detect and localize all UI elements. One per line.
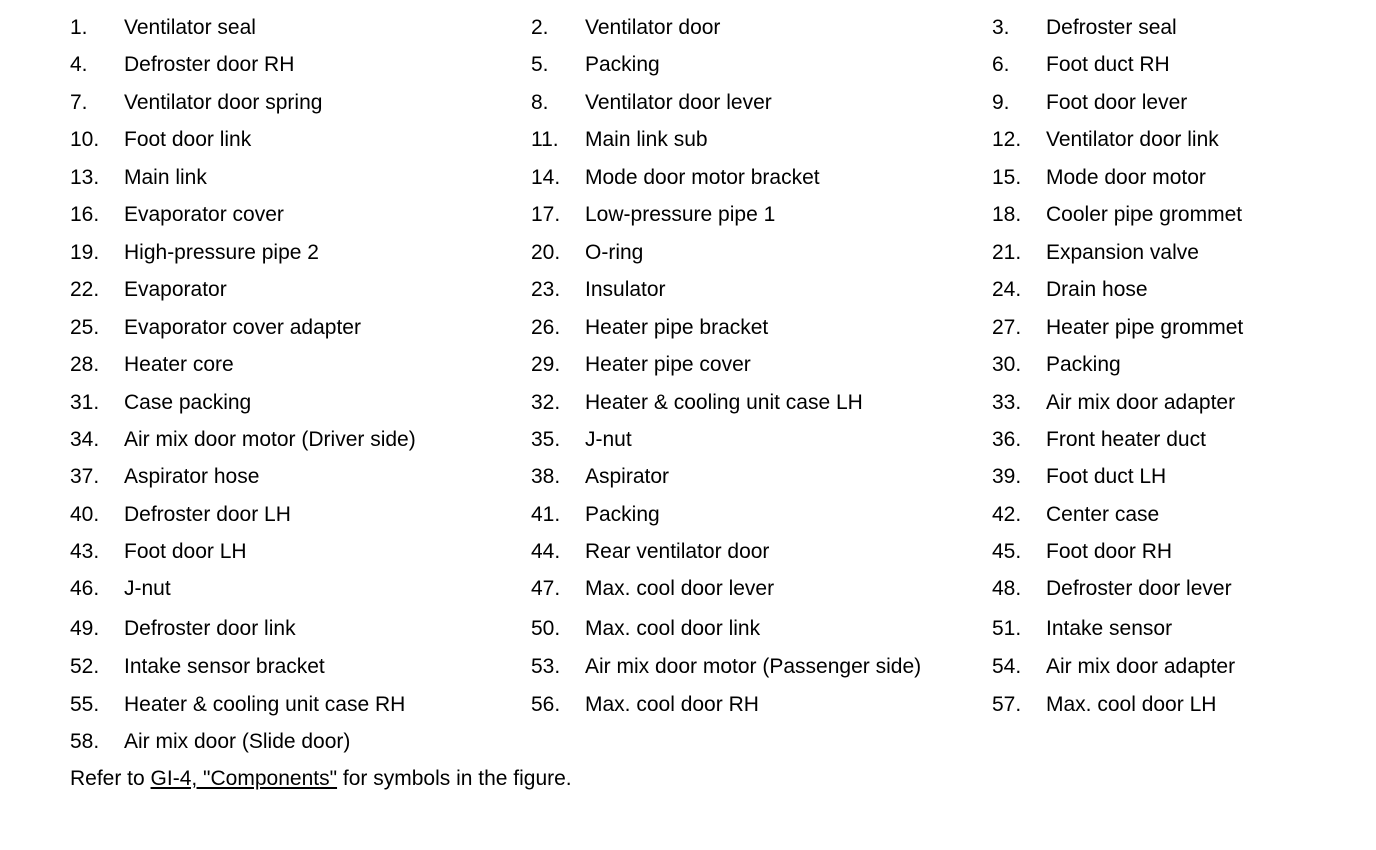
legend-item-label: Air mix door motor (Passenger side) bbox=[585, 655, 922, 678]
legend-item-label: Air mix door adapter bbox=[1046, 391, 1236, 414]
legend-item-number: 9. bbox=[992, 91, 1010, 114]
legend-item-number: 50. bbox=[531, 617, 561, 640]
legend-item-label: Intake sensor bbox=[1046, 617, 1173, 640]
legend-item-label: Front heater duct bbox=[1046, 428, 1206, 451]
legend-item-number: 16. bbox=[70, 203, 100, 226]
legend-item-label: Evaporator cover bbox=[124, 203, 284, 226]
legend-item-label: Mode door motor bbox=[1046, 166, 1206, 189]
legend-item-number: 7. bbox=[70, 91, 88, 114]
legend-item-number: 52. bbox=[70, 655, 100, 678]
legend-item-number: 13. bbox=[70, 166, 100, 189]
legend-item-label: Heater core bbox=[124, 353, 234, 376]
legend-row bbox=[0, 462, 1376, 492]
legend-item-label: Aspirator bbox=[585, 465, 670, 488]
legend-item-label: Foot duct LH bbox=[1046, 465, 1167, 488]
legend-item-label: Evaporator bbox=[124, 278, 227, 301]
legend-row bbox=[0, 350, 1376, 380]
legend-item-label: Defroster door lever bbox=[1046, 577, 1232, 600]
legend-item-label: Foot door link bbox=[124, 128, 252, 151]
legend-item-number: 31. bbox=[70, 391, 100, 414]
legend-item-number: 17. bbox=[531, 203, 561, 226]
legend-item-label: Max. cool door lever bbox=[585, 577, 775, 600]
legend-item-number: 10. bbox=[70, 128, 100, 151]
legend-item-number: 24. bbox=[992, 278, 1022, 301]
legend-item-number: 48. bbox=[992, 577, 1022, 600]
legend-row bbox=[0, 238, 1376, 268]
legend-row bbox=[0, 13, 1376, 43]
legend-row bbox=[0, 574, 1376, 604]
legend-item-label: Defroster door LH bbox=[124, 503, 291, 526]
legend-item-label: Ventilator door bbox=[585, 16, 721, 39]
legend-row bbox=[0, 425, 1376, 455]
legend-item-label: Drain hose bbox=[1046, 278, 1148, 301]
legend-row bbox=[0, 652, 1376, 682]
legend-item-number: 36. bbox=[992, 428, 1022, 451]
legend-item-label: Ventilator door link bbox=[1046, 128, 1219, 151]
legend-item-label: Center case bbox=[1046, 503, 1160, 526]
legend-item-label: Max. cool door link bbox=[585, 617, 761, 640]
legend-item-number: 19. bbox=[70, 241, 100, 264]
legend-item-label: Main link sub bbox=[585, 128, 708, 151]
legend-item-number: 47. bbox=[531, 577, 561, 600]
legend-item-label: Air mix door motor (Driver side) bbox=[124, 428, 416, 451]
legend-item-number: 37. bbox=[70, 465, 100, 488]
legend-item-number: 28. bbox=[70, 353, 100, 376]
legend-item-number: 49. bbox=[70, 617, 100, 640]
legend-item-number: 29. bbox=[531, 353, 561, 376]
legend-item-label: J-nut bbox=[124, 577, 171, 600]
legend-row bbox=[0, 125, 1376, 155]
legend-item-number: 40. bbox=[70, 503, 100, 526]
legend-item-number: 56. bbox=[531, 693, 561, 716]
legend-item-label: Aspirator hose bbox=[124, 465, 260, 488]
legend-item-number: 34. bbox=[70, 428, 100, 451]
legend-item-number: 20. bbox=[531, 241, 561, 264]
legend-item-label: O-ring bbox=[585, 241, 644, 264]
legend-item-number: 25. bbox=[70, 316, 100, 339]
legend-item-number: 12. bbox=[992, 128, 1022, 151]
legend-item-label: Heater pipe bracket bbox=[585, 316, 769, 339]
legend-item-label: Low-pressure pipe 1 bbox=[585, 203, 776, 226]
legend-item-label: Foot door RH bbox=[1046, 540, 1173, 563]
legend-item-label: Heater & cooling unit case RH bbox=[124, 693, 406, 716]
legend-item-label: Intake sensor bracket bbox=[124, 655, 325, 678]
legend-item-number: 54. bbox=[992, 655, 1022, 678]
legend-item-number: 43. bbox=[70, 540, 100, 563]
components-reference-link[interactable]: GI-4, "Components" bbox=[150, 767, 338, 790]
legend-item-label: Rear ventilator door bbox=[585, 540, 770, 563]
legend-row bbox=[0, 500, 1376, 530]
legend-item-number: 39. bbox=[992, 465, 1022, 488]
legend-item-number: 2. bbox=[531, 16, 549, 39]
legend-item-number: 57. bbox=[992, 693, 1022, 716]
legend-row bbox=[0, 200, 1376, 230]
legend-item-label: Heater pipe cover bbox=[585, 353, 751, 376]
legend-item-number: 22. bbox=[70, 278, 100, 301]
legend-item-label: Main link bbox=[124, 166, 207, 189]
legend-item-number: 18. bbox=[992, 203, 1022, 226]
legend-item-label: Defroster door RH bbox=[124, 53, 295, 76]
legend-item-number: 14. bbox=[531, 166, 561, 189]
legend-item-number: 35. bbox=[531, 428, 561, 451]
legend-item-number: 26. bbox=[531, 316, 561, 339]
legend-item-label: J-nut bbox=[585, 428, 632, 451]
legend-item-label: Packing bbox=[1046, 353, 1121, 376]
legend-item-label: Air mix door (Slide door) bbox=[124, 730, 351, 753]
legend-item-number: 33. bbox=[992, 391, 1022, 414]
legend-item-label: Foot door lever bbox=[1046, 91, 1188, 114]
legend-row bbox=[0, 313, 1376, 343]
footnote-suffix: for symbols in the figure. bbox=[337, 767, 572, 790]
legend-item-label: High-pressure pipe 2 bbox=[124, 241, 319, 264]
legend-item-label: Ventilator door lever bbox=[585, 91, 772, 114]
legend-item-label: Expansion valve bbox=[1046, 241, 1199, 264]
legend-item-number: 8. bbox=[531, 91, 549, 114]
legend-item-label: Heater pipe grommet bbox=[1046, 316, 1244, 339]
legend-item-number: 38. bbox=[531, 465, 561, 488]
legend-item-label: Evaporator cover adapter bbox=[124, 316, 361, 339]
legend-item-label: Defroster seal bbox=[1046, 16, 1177, 39]
legend-item-number: 55. bbox=[70, 693, 100, 716]
legend-row bbox=[0, 614, 1376, 644]
legend-item-label: Packing bbox=[585, 503, 660, 526]
legend-item-number: 27. bbox=[992, 316, 1022, 339]
legend-item-number: 11. bbox=[531, 128, 559, 151]
legend-row bbox=[0, 690, 1376, 720]
legend-item-number: 1. bbox=[70, 16, 88, 39]
legend-item-number: 23. bbox=[531, 278, 561, 301]
legend-item-label: Ventilator seal bbox=[124, 16, 256, 39]
legend-row bbox=[0, 163, 1376, 193]
legend-item-label: Foot duct RH bbox=[1046, 53, 1170, 76]
footnote bbox=[70, 764, 572, 794]
legend-item-label: Max. cool door LH bbox=[1046, 693, 1217, 716]
legend-row bbox=[0, 727, 1376, 757]
legend-item-number: 41. bbox=[531, 503, 561, 526]
legend-item-number: 46. bbox=[70, 577, 100, 600]
legend-item-number: 53. bbox=[531, 655, 561, 678]
legend-row bbox=[0, 50, 1376, 80]
legend-item-label: Max. cool door RH bbox=[585, 693, 759, 716]
legend-item-label: Air mix door adapter bbox=[1046, 655, 1236, 678]
legend-item-number: 45. bbox=[992, 540, 1022, 563]
legend-item-number: 58. bbox=[70, 730, 100, 753]
legend-item-label: Heater & cooling unit case LH bbox=[585, 391, 863, 414]
legend-item-number: 42. bbox=[992, 503, 1022, 526]
legend-row bbox=[0, 88, 1376, 118]
legend-item-label: Ventilator door spring bbox=[124, 91, 323, 114]
legend-item-number: 6. bbox=[992, 53, 1010, 76]
legend-item-label: Foot door LH bbox=[124, 540, 247, 563]
legend-item-number: 44. bbox=[531, 540, 561, 563]
legend-item-number: 30. bbox=[992, 353, 1022, 376]
legend-item-number: 32. bbox=[531, 391, 561, 414]
legend-row bbox=[0, 275, 1376, 305]
legend-item-label: Defroster door link bbox=[124, 617, 296, 640]
legend-item-label: Packing bbox=[585, 53, 660, 76]
legend-item-number: 51. bbox=[992, 617, 1022, 640]
legend-item-number: 15. bbox=[992, 166, 1022, 189]
legend-item-label: Insulator bbox=[585, 278, 666, 301]
legend-item-label: Cooler pipe grommet bbox=[1046, 203, 1243, 226]
footnote-prefix: Refer to bbox=[70, 767, 151, 790]
legend-row bbox=[0, 388, 1376, 418]
legend-item-label: Case packing bbox=[124, 391, 252, 414]
legend-item-label: Mode door motor bracket bbox=[585, 166, 820, 189]
legend-item-number: 3. bbox=[992, 16, 1010, 39]
legend-item-number: 4. bbox=[70, 53, 88, 76]
legend-item-number: 5. bbox=[531, 53, 549, 76]
legend-row bbox=[0, 537, 1376, 567]
legend-item-number: 21. bbox=[992, 241, 1022, 264]
